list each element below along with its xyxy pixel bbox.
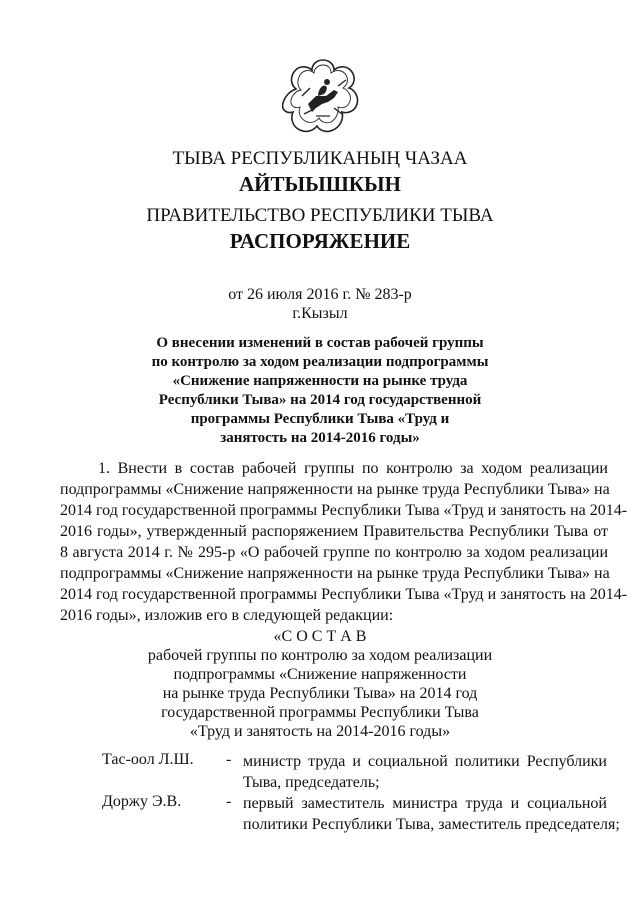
paragraph-line: подпрограммы «Снижение напряженности на рынке труда Республики Тыва» на: [60, 565, 610, 582]
composition-line: государственной программы Республики Тыва: [161, 704, 479, 721]
member-name: Доржу Э.В.: [102, 793, 182, 810]
order-date-number: от 26 июля 2016 г. № 283-р: [228, 286, 412, 303]
member-row: [0, 751, 640, 795]
member-role-line: Тыва, председатель;: [243, 774, 380, 791]
order-title-line: по контролю за ходом реализации подпрограммы: [151, 354, 489, 370]
member-dash: -: [226, 751, 232, 768]
member-row: [0, 793, 640, 837]
tuva-coat-of-arms-icon: [282, 56, 364, 136]
member-role-line: министр труда и социальной политики Республики: [243, 753, 607, 770]
header-russian-order: РАСПОРЯЖЕНИЕ: [229, 229, 411, 253]
header-russian-government: ПРАВИТЕЛЬСТВО РЕСПУБЛИКИ ТЫВА: [146, 205, 494, 226]
member-role: [243, 751, 607, 793]
composition-line: подпрограммы «Снижение напряженности: [173, 666, 467, 683]
composition-line: «Труд и занятость на 2014-2016 годы»: [189, 723, 451, 740]
paragraph-line: подпрограммы «Снижение напряженности на рынке труда Республики Тыва» на: [60, 481, 610, 498]
paragraph-line: 2014 год государственной программы Республики Тыва «Труд и занятость на 2014-: [60, 502, 628, 519]
header-tuvan-order: АЙТЫЫШКЫН: [239, 172, 401, 196]
order-title-line: О внесении изменений в состав рабочей группы: [156, 335, 484, 351]
paragraph-line: 1. Внести в состав рабочей группы по контролю за ходом реализации: [98, 460, 608, 477]
paragraph-line: 2014 год государственной программы Республики Тыва «Труд и занятость на 2014-: [60, 586, 628, 603]
member-role-line: первый заместитель министра труда и социальной: [243, 795, 607, 812]
composition-heading: «С О С Т А В: [273, 628, 367, 645]
composition-line: на рынке труда Республики Тыва» на 2014 год: [162, 685, 478, 702]
member-dash: -: [226, 793, 232, 810]
order-city: г.Кызыл: [292, 305, 348, 322]
order-paragraph-1: [60, 458, 628, 626]
member-role: [243, 793, 620, 835]
composition-line: рабочей группы по контролю за ходом реализации: [147, 647, 493, 664]
paragraph-line: 2016 годы», изложив его в следующей редакции:: [60, 607, 394, 624]
paragraph-line: 2016 годы», утвержденный распоряжением Правительства Республики Тыва от: [60, 523, 608, 540]
order-title-line: программы Республики Тыва «Труд и: [190, 411, 450, 427]
order-title-line: занятость на 2014-2016 годы»: [220, 430, 420, 446]
order-title-line: Республики Тыва» на 2014 год государственной: [158, 392, 482, 408]
member-name: Тас-оол Л.Ш.: [102, 751, 194, 768]
member-role-line: политики Республики Тыва, заместитель председателя;: [243, 816, 620, 833]
header-tuvan-government: ТЫВА РЕСПУБЛИКАНЫҢ ЧАЗАА: [172, 148, 468, 169]
order-title-line: «Снижение напряженности на рынке труда: [172, 373, 468, 389]
paragraph-line: 8 августа 2014 г. № 295-р «О рабочей группе по контролю за ходом реализации: [60, 544, 608, 561]
